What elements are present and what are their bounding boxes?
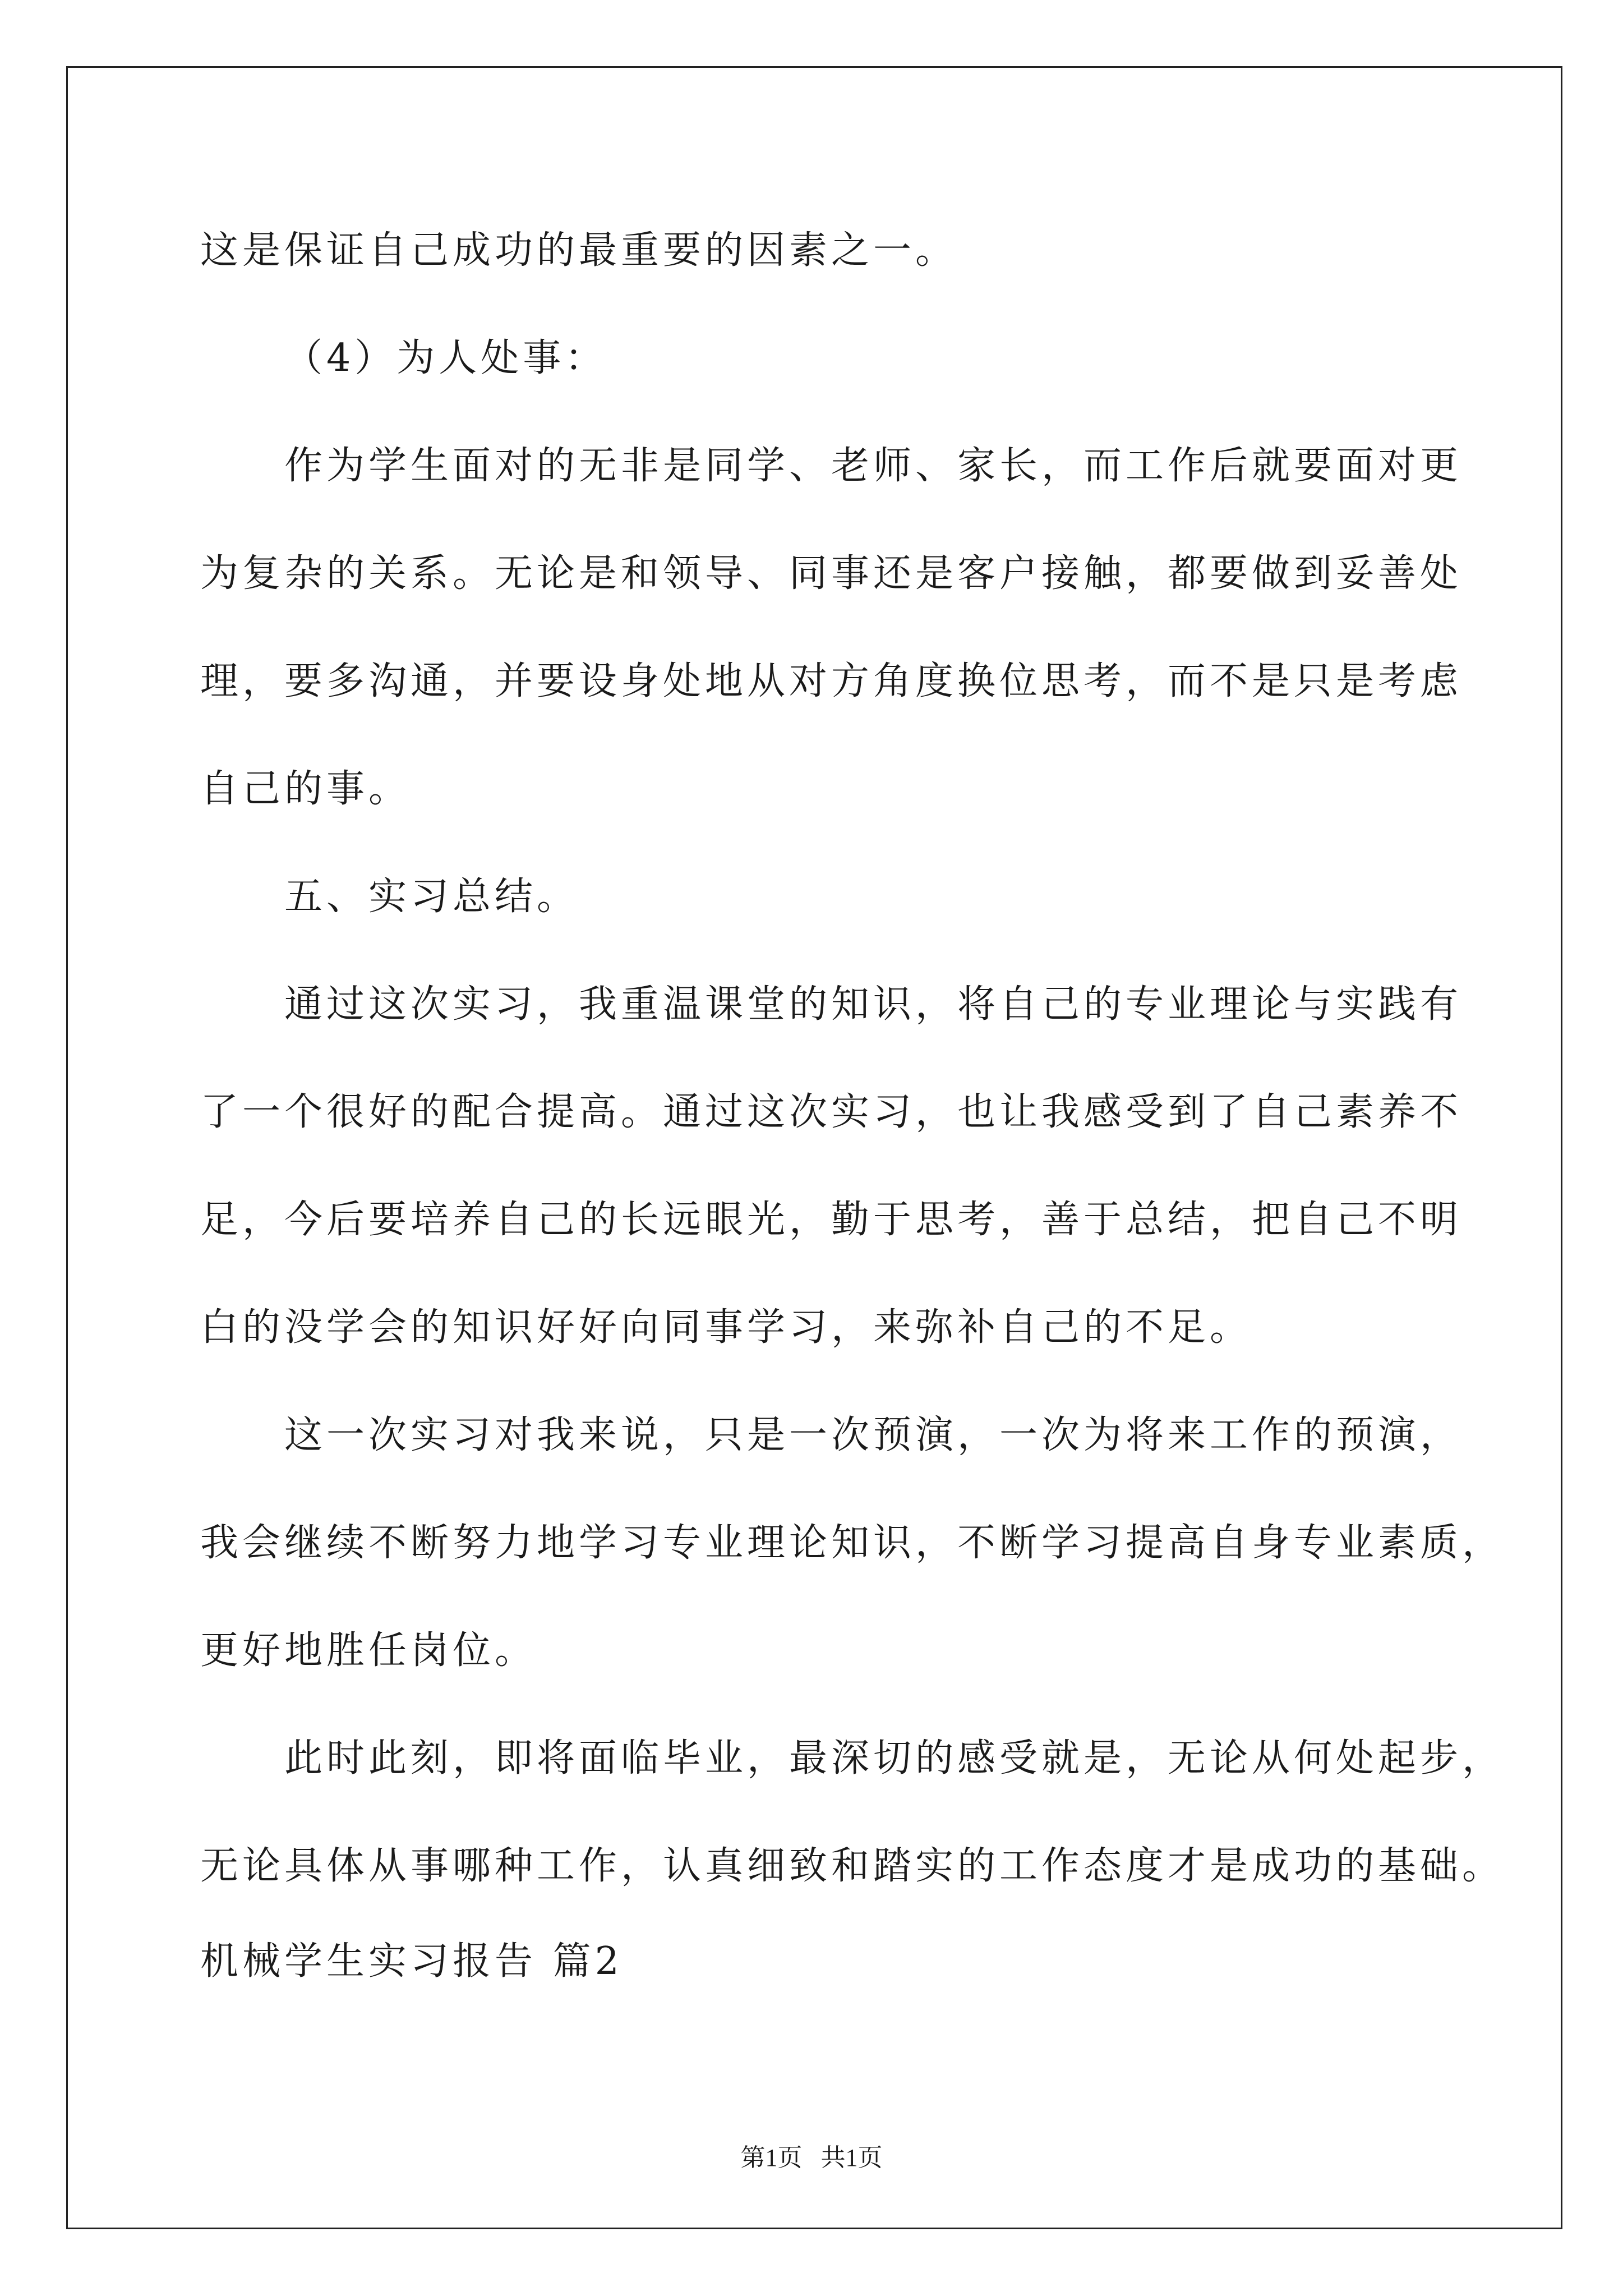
- paragraph-line: 我会继续不断努力地学习专业理论知识，不断学习提高自身专业素质，: [200, 1521, 1505, 1565]
- section-heading: 五、实习总结。: [284, 875, 579, 919]
- page-border: [66, 66, 1562, 2229]
- paragraph-line: 这是保证自己成功的最重要的因素之一。: [200, 228, 958, 273]
- paragraph-line: 为复杂的关系。无论是和领导、同事还是客户接触，都要做到妥善处: [200, 551, 1463, 596]
- paragraph-line: 白的没学会的知识好好向同事学习，来弥补自己的不足。: [200, 1305, 1252, 1350]
- paragraph-line: 足，今后要培养自己的长远眼光，勤于思考，善于总结，把自己不明: [200, 1198, 1463, 1242]
- paragraph-line: 理，要多沟通，并要设身处地从对方角度换位思考，而不是只是考虑: [200, 659, 1463, 703]
- paragraph-line: 无论具体从事哪种工作，认真细致和踏实的工作态度才是成功的基础。: [200, 1844, 1505, 1888]
- section-heading: （4）为人处事：: [284, 336, 607, 380]
- paragraph-line: 通过这次实习，我重温课堂的知识，将自己的专业理论与实践有: [284, 982, 1463, 1027]
- paragraph-line: 了一个很好的配合提高。通过这次实习，也让我感受到了自己素养不: [200, 1090, 1463, 1134]
- paragraph-line: 这一次实习对我来说，只是一次预演，一次为将来工作的预演，: [284, 1413, 1463, 1457]
- paragraph-line: 自己的事。: [200, 767, 411, 811]
- paragraph-line: 作为学生面对的无非是同学、老师、家长，而工作后就要面对更: [284, 444, 1463, 488]
- paragraph-line: 更好地胜任岗位。: [200, 1628, 537, 1673]
- document-title: 机械学生实习报告 篇2: [200, 1939, 623, 1984]
- paragraph-line: 此时此刻，即将面临毕业，最深切的感受就是，无论从何处起步，: [284, 1736, 1505, 1780]
- page-number-footer: 第1页 共1页: [740, 2144, 883, 2171]
